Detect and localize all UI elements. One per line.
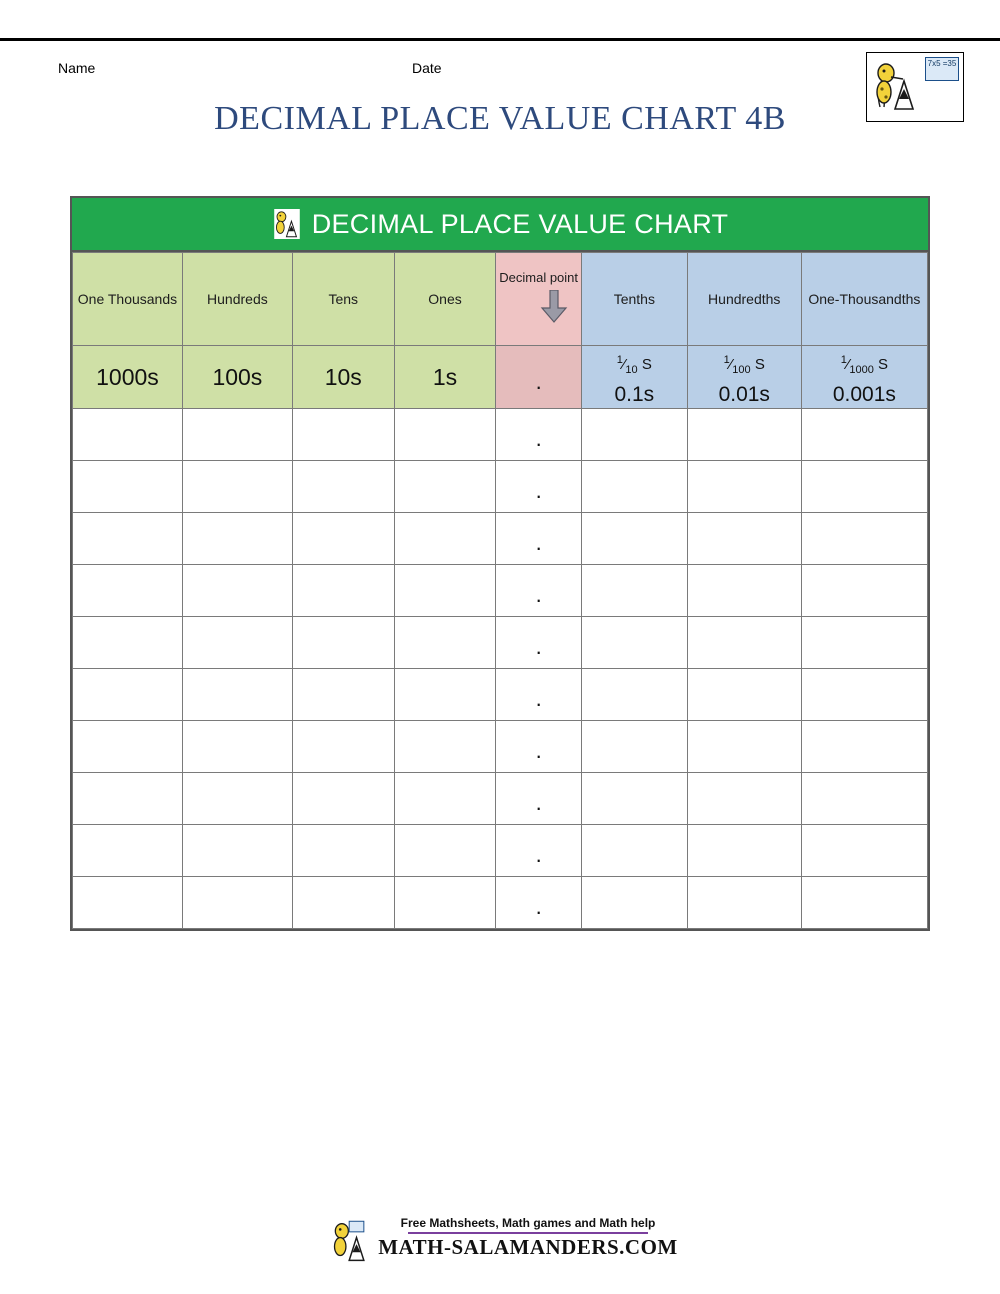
decimal-tenths: 0.1s	[614, 382, 655, 406]
blank-entry-cell[interactable]	[687, 565, 801, 617]
footer-divider	[408, 1232, 648, 1234]
blank-entry-cell[interactable]	[73, 513, 183, 565]
blank-entry-cell[interactable]	[292, 773, 394, 825]
header-hundredths: Hundredths	[687, 253, 801, 346]
decimal-point-dot: .	[535, 634, 542, 659]
blank-entry-cell[interactable]	[182, 721, 292, 773]
value-ones: 1s	[394, 346, 496, 409]
blank-entry-cell[interactable]	[182, 825, 292, 877]
blank-entry-cell[interactable]	[801, 669, 927, 721]
blank-entry-cell[interactable]	[182, 409, 292, 461]
blank-entry-cell[interactable]	[292, 565, 394, 617]
name-label: Name	[58, 60, 96, 76]
fraction-tenths: $^1⁄_{10}$ S	[616, 353, 652, 376]
blank-entry-cell[interactable]	[73, 617, 183, 669]
decimal-point-dot: .	[535, 686, 542, 711]
decimal-point-cell[interactable]	[496, 773, 582, 825]
blank-entry-cell[interactable]	[581, 721, 687, 773]
blank-entry-cell[interactable]	[73, 825, 183, 877]
blank-entry-cell[interactable]	[182, 877, 292, 929]
blank-entry-cell[interactable]	[687, 513, 801, 565]
salamander-icon	[326, 1218, 374, 1262]
decimal-point-dot: .	[535, 478, 542, 503]
chalkboard-label: 7x5 =35	[925, 57, 959, 81]
value-hundredths	[687, 346, 801, 409]
blank-entry-cell[interactable]	[292, 409, 394, 461]
blank-entry-cell[interactable]	[394, 565, 496, 617]
decimal-point-dot: .	[535, 426, 542, 451]
table-row	[73, 409, 928, 461]
table-row	[73, 461, 928, 513]
blank-entry-cell[interactable]	[581, 877, 687, 929]
blank-entry-cell[interactable]	[801, 617, 927, 669]
decimal-point-dot: .	[535, 738, 542, 763]
blank-entry-cell[interactable]	[182, 461, 292, 513]
column-header-row	[73, 253, 928, 346]
blank-entry-cell[interactable]	[581, 565, 687, 617]
place-value-table	[72, 252, 928, 929]
blank-entry-cell[interactable]	[687, 669, 801, 721]
value-tenths	[581, 346, 687, 409]
decimal-point-cell[interactable]	[496, 513, 582, 565]
blank-entry-cell[interactable]	[801, 513, 927, 565]
blank-entry-cell[interactable]	[182, 513, 292, 565]
blank-entry-cell[interactable]	[73, 773, 183, 825]
blank-entry-cell[interactable]	[801, 721, 927, 773]
place-value-chart	[70, 196, 930, 931]
decimal-hundredths: 0.01s	[718, 382, 770, 406]
blank-entry-cell[interactable]	[394, 513, 496, 565]
blank-entry-cell[interactable]	[292, 669, 394, 721]
chart-header	[72, 198, 928, 252]
blank-entry-cell[interactable]	[801, 877, 927, 929]
footer-site: MATH-SALAMANDERS.COM	[378, 1235, 678, 1259]
blank-entry-cell[interactable]	[394, 825, 496, 877]
salamander-icon	[873, 59, 919, 113]
decimal-point-cell[interactable]	[496, 409, 582, 461]
blank-entry-cell[interactable]	[581, 513, 687, 565]
header-tens: Tens	[292, 253, 394, 346]
blank-entry-cell[interactable]	[73, 461, 183, 513]
blank-entry-cell[interactable]	[687, 461, 801, 513]
header-one-thousandths: One-Thousandths	[801, 253, 927, 346]
blank-entry-cell[interactable]	[292, 617, 394, 669]
blank-entry-cell[interactable]	[581, 461, 687, 513]
decimal-point-dot: .	[535, 530, 542, 555]
blank-entry-cell[interactable]	[581, 773, 687, 825]
blank-entry-cell[interactable]	[687, 877, 801, 929]
salamander-icon	[272, 209, 302, 239]
blank-entry-cell[interactable]	[394, 773, 496, 825]
blank-entry-cell[interactable]	[687, 825, 801, 877]
value-hundreds: 100s	[182, 346, 292, 409]
blank-entry-cell[interactable]	[687, 773, 801, 825]
decimal-point-dot: .	[535, 894, 542, 919]
page-title: DECIMAL PLACE VALUE CHART 4B	[214, 100, 786, 137]
blank-entry-cell[interactable]	[292, 825, 394, 877]
blank-entry-cell[interactable]	[292, 877, 394, 929]
header-one-thousands: One Thousands	[73, 253, 183, 346]
table-row	[73, 825, 928, 877]
value-decimal-point	[496, 346, 582, 409]
blank-entry-cell[interactable]	[292, 513, 394, 565]
blank-entry-cell[interactable]	[73, 565, 183, 617]
blank-entry-cell[interactable]	[394, 721, 496, 773]
decimal-point-dot: .	[535, 582, 542, 607]
header-hundreds: Hundreds	[182, 253, 292, 346]
decimal-point-cell[interactable]	[496, 617, 582, 669]
blank-entry-cell[interactable]	[687, 617, 801, 669]
blank-entry-cell[interactable]	[394, 669, 496, 721]
blank-entry-cell[interactable]	[73, 409, 183, 461]
blank-entry-cell[interactable]	[687, 721, 801, 773]
blank-entry-cell[interactable]	[801, 409, 927, 461]
footer-tagline: Free Mathsheets, Math games and Math help	[400, 1216, 656, 1230]
table-row	[73, 669, 928, 721]
table-row	[73, 617, 928, 669]
blank-entry-cell[interactable]	[73, 877, 183, 929]
blank-entry-cell[interactable]	[73, 669, 183, 721]
value-one-thousands: 1000s	[73, 346, 183, 409]
header-ones: Ones	[394, 253, 496, 346]
blank-entry-cell[interactable]	[182, 617, 292, 669]
top-divider	[0, 38, 1000, 41]
blank-entry-cell[interactable]	[581, 409, 687, 461]
value-tens: 10s	[292, 346, 394, 409]
header-decimal-point-label: Decimal point	[499, 270, 579, 285]
column-value-row	[73, 346, 928, 409]
brand-logo	[866, 52, 964, 122]
blank-entry-cell[interactable]	[394, 461, 496, 513]
blank-entry-cell[interactable]	[801, 773, 927, 825]
decimal-thousandths: 0.001s	[832, 382, 896, 406]
blank-entry-cell[interactable]	[292, 721, 394, 773]
blank-entry-cell[interactable]	[292, 461, 394, 513]
blank-entry-cell[interactable]	[182, 669, 292, 721]
decimal-point-cell[interactable]	[496, 461, 582, 513]
decimal-point-dot: .	[535, 842, 542, 867]
blank-entry-cell[interactable]	[182, 565, 292, 617]
blank-entry-cell[interactable]	[182, 773, 292, 825]
footer	[0, 1216, 1000, 1260]
decimal-point-cell[interactable]	[496, 565, 582, 617]
blank-entry-cell[interactable]	[801, 461, 927, 513]
table-row	[73, 721, 928, 773]
table-row	[73, 877, 928, 929]
blank-entry-cell[interactable]	[687, 409, 801, 461]
blank-entry-cell[interactable]	[581, 669, 687, 721]
blank-entry-cell[interactable]	[394, 409, 496, 461]
blank-entry-cell[interactable]	[394, 617, 496, 669]
table-row	[73, 773, 928, 825]
chart-header-title: DECIMAL PLACE VALUE CHART	[311, 208, 729, 239]
decimal-point-dot: .	[535, 368, 542, 394]
blank-entry-cell[interactable]	[581, 617, 687, 669]
fraction-thousandths: $^1⁄_{1000}$ S	[840, 353, 889, 376]
value-one-thousandths	[801, 346, 927, 409]
header-decimal-point	[496, 253, 582, 346]
blank-entry-cell[interactable]	[73, 721, 183, 773]
decimal-point-cell[interactable]	[496, 877, 582, 929]
decimal-point-dot: .	[535, 790, 542, 815]
fraction-hundredths: $^1⁄_{100}$ S	[723, 353, 765, 376]
date-label: Date	[412, 60, 442, 76]
blank-entry-cell[interactable]	[581, 825, 687, 877]
blank-entry-cell[interactable]	[801, 825, 927, 877]
header-tenths: Tenths	[581, 253, 687, 346]
decimal-point-cell[interactable]	[496, 669, 582, 721]
blank-entry-cell[interactable]	[394, 877, 496, 929]
table-row	[73, 513, 928, 565]
blank-entry-cell[interactable]	[801, 565, 927, 617]
decimal-point-cell[interactable]	[496, 721, 582, 773]
table-row	[73, 565, 928, 617]
decimal-point-cell[interactable]	[496, 825, 582, 877]
